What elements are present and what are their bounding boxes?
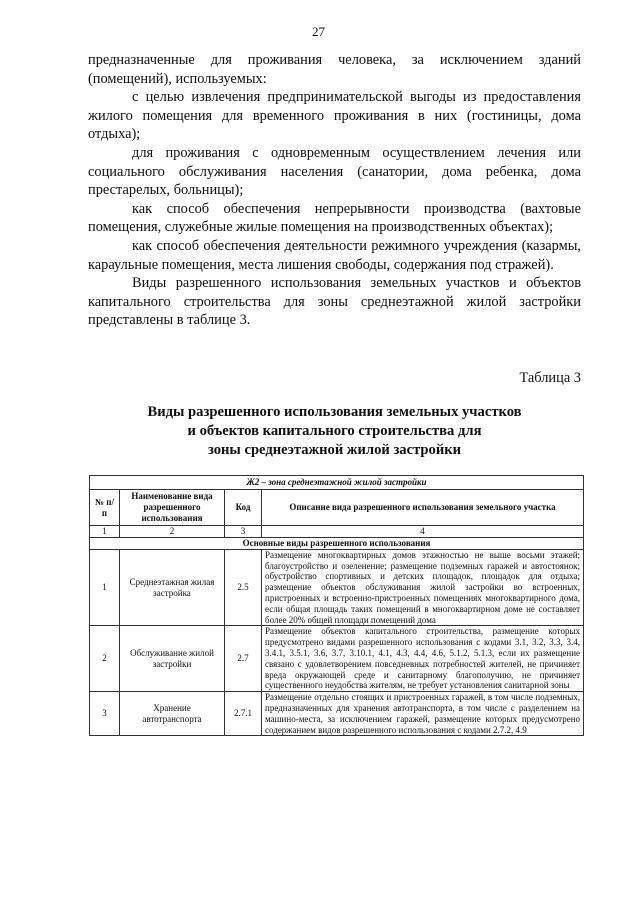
column-number: 4	[262, 526, 584, 538]
paragraph: Виды разрешенного использования земельных участков и объектов капитального строительства для зоны среднеэтажной жилой застройки представлены в таблице 3.	[88, 275, 581, 329]
section-title: Основные виды разрешенного использования	[90, 537, 584, 549]
paragraph: для проживания с одновременным осуществлением лечения или социального обслуживания населения (санатории, дома ребенка, дома престарелых, больницы);	[88, 144, 581, 199]
use-code: 2.7.1	[225, 692, 262, 736]
column-number: 3	[225, 526, 262, 538]
use-code: 2.5	[225, 549, 262, 626]
table-row	[90, 692, 584, 736]
header-description: Описание вида разрешенного использования земельного участка	[262, 490, 584, 526]
row-number: 3	[90, 692, 120, 736]
paragraph: как способ обеспечения непрерывности производства (вахтовые помещения, служебные жилые помещения на производственных объектах);	[88, 200, 581, 236]
table-title-line: зоны среднеэтажной жилой застройки	[207, 442, 462, 458]
table-label: Таблица 3	[519, 370, 581, 386]
section-row	[90, 537, 584, 549]
page-number: 27	[312, 24, 325, 39]
use-code: 2.7	[225, 626, 262, 692]
land-use-table	[89, 475, 584, 736]
header-row	[90, 490, 584, 526]
paragraph: с целью извлечения предпринимательской выгоды из предоставления жилого помещения для временного проживания в них (гостиницы, дома отдыха);	[88, 89, 581, 143]
use-name: Обслуживание жилой застройки	[120, 626, 225, 692]
use-description: Размещение многоквартирных домов этажностью не выше восьми этажей; благоустройство и озеленение; размещение подземных гаражей и автостоянок; обустройство спортивных и детских площадок, площадок для отдыха; размещение объектов обслуживания жилой застройки во встроенных, пристроенных и встроенно-пристроенных помещениях многоквартирного дома, если общая площадь таких помещений в многоквартирном доме не составляет более 20% общей площади помещений дома	[262, 549, 584, 626]
column-number: 2	[120, 526, 225, 538]
row-number: 1	[90, 549, 120, 626]
table-title-line: и объектов капитального строительства для	[187, 423, 482, 439]
body-text	[88, 51, 581, 330]
table-title	[88, 403, 581, 460]
header-number: № п/п	[90, 490, 120, 526]
use-name: Среднеэтажная жилая застройка	[120, 549, 225, 626]
use-name: Хранение автотранспорта	[120, 692, 225, 736]
paragraph: как способ обеспечения деятельности режимного учреждения (казармы, караульные помещения, места лишения свободы, содержания под стражей).	[88, 237, 581, 273]
table-title-line: Виды разрешенного использования земельных участков	[147, 404, 522, 420]
header-code: Код	[225, 490, 262, 526]
use-description: Размещение объектов капитального строительства, размещение которых предусмотрено видами разрешенного использования с кодами 3.1, 3.2, 3.3, 3.4, 3.4.1, 3.5.1, 3.6, 3.7, 3.10.1, 4.1, 4.3, 4.4, 4.6, 5.1.2, 5.1.3, если их размещение связано с удовлетворением повседневных потребностей жителей, не причиняет вреда окружающей среде и санитарному благополучию, не причиняет существенного неудобства жителям, не требует установления санитарной зоны	[262, 626, 584, 692]
zone-title: Ж2 – зона среднеэтажной жилой застройки	[90, 476, 584, 490]
table-row	[90, 549, 584, 626]
column-number: 1	[90, 526, 120, 538]
header-name: Наименование вида разрешенного использования	[120, 490, 225, 526]
use-description: Размещение отдельно стоящих и пристроенных гаражей, в том числе подземных, предназначенных для хранения автотранспорта, в том числе с разделением на машино-места, за исключением гаражей, размещение которых предусмотрено содержанием видов разрешенного использования с кодами 2.7.2, 4.9	[262, 692, 584, 736]
zone-row	[90, 476, 584, 490]
row-number: 2	[90, 626, 120, 692]
column-number-row	[90, 526, 584, 538]
paragraph: предназначенные для проживания человека, за исключением зданий (помещений), используемых:	[88, 52, 581, 87]
table-row	[90, 626, 584, 692]
